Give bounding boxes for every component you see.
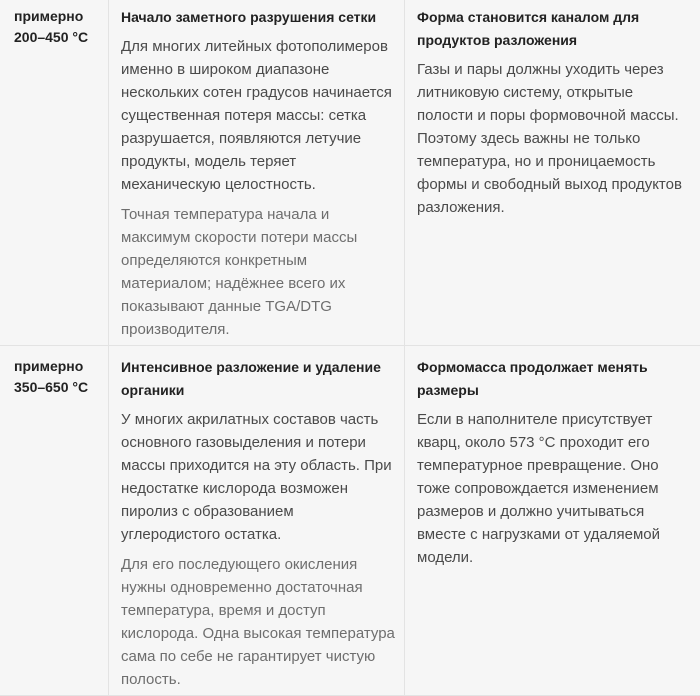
mold-description: Газы и пары должны уходить через литниковую систему, открытые полости и поры формовочной массы. Поэтому здесь важны не только температура, но и проницаемость формы и свободный выход продуктов разложения. [417, 58, 692, 219]
temperature-prefix: примерно [14, 8, 83, 24]
process-cell [109, 346, 405, 696]
temperature-value: 350–650 °C [14, 379, 88, 395]
process-title: Интенсивное разложение и удаление органики [121, 356, 396, 402]
process-description: Для многих литейных фотополимеров именно в широком диапазоне нескольких сотен градусов начинается существенная потеря массы: сетка разрушается, появляются летучие продукты, модель теряет механическую целостность. [121, 35, 396, 196]
mold-title: Форма становится каналом для продуктов разложения [417, 6, 692, 52]
process-note: Точная температура начала и максимум скорости потери массы определяются конкретным материалом; надёжнее всего их показывают данные TGA/DTG производителя. [121, 203, 396, 341]
mold-description: Если в наполнителе присутствует кварц, около 573 °C проходит его температурное превращение. Оно тоже сопровождается изменением размеров и должно учитываться вместе с нагрузками от удаляемой модели. [417, 408, 692, 569]
process-note: Для его последующего окисления нужны одновременно достаточная температура, время и доступ кислорода. Одна высокая температура сама по себе не гарантирует чистую полость. [121, 553, 396, 691]
temperature-cell [0, 346, 109, 696]
mold-title: Формомасса продолжает менять размеры [417, 356, 692, 402]
temperature-cell [0, 0, 109, 346]
process-cell [109, 0, 405, 346]
temperature-range [0, 0, 108, 48]
table-row [0, 0, 700, 346]
table-row [0, 346, 700, 696]
temperature-value: 200–450 °C [14, 29, 88, 45]
process-title: Начало заметного разрушения сетки [121, 6, 396, 29]
mold-cell [405, 346, 700, 696]
process-description: У многих акрилатных составов часть основного газовыделения и потери массы приходится на эту область. При недостатке кислорода возможен пиролиз с образованием углеродистого остатка. [121, 408, 396, 546]
temperature-range [0, 346, 108, 398]
temperature-prefix: примерно [14, 358, 83, 374]
mold-cell [405, 0, 700, 346]
